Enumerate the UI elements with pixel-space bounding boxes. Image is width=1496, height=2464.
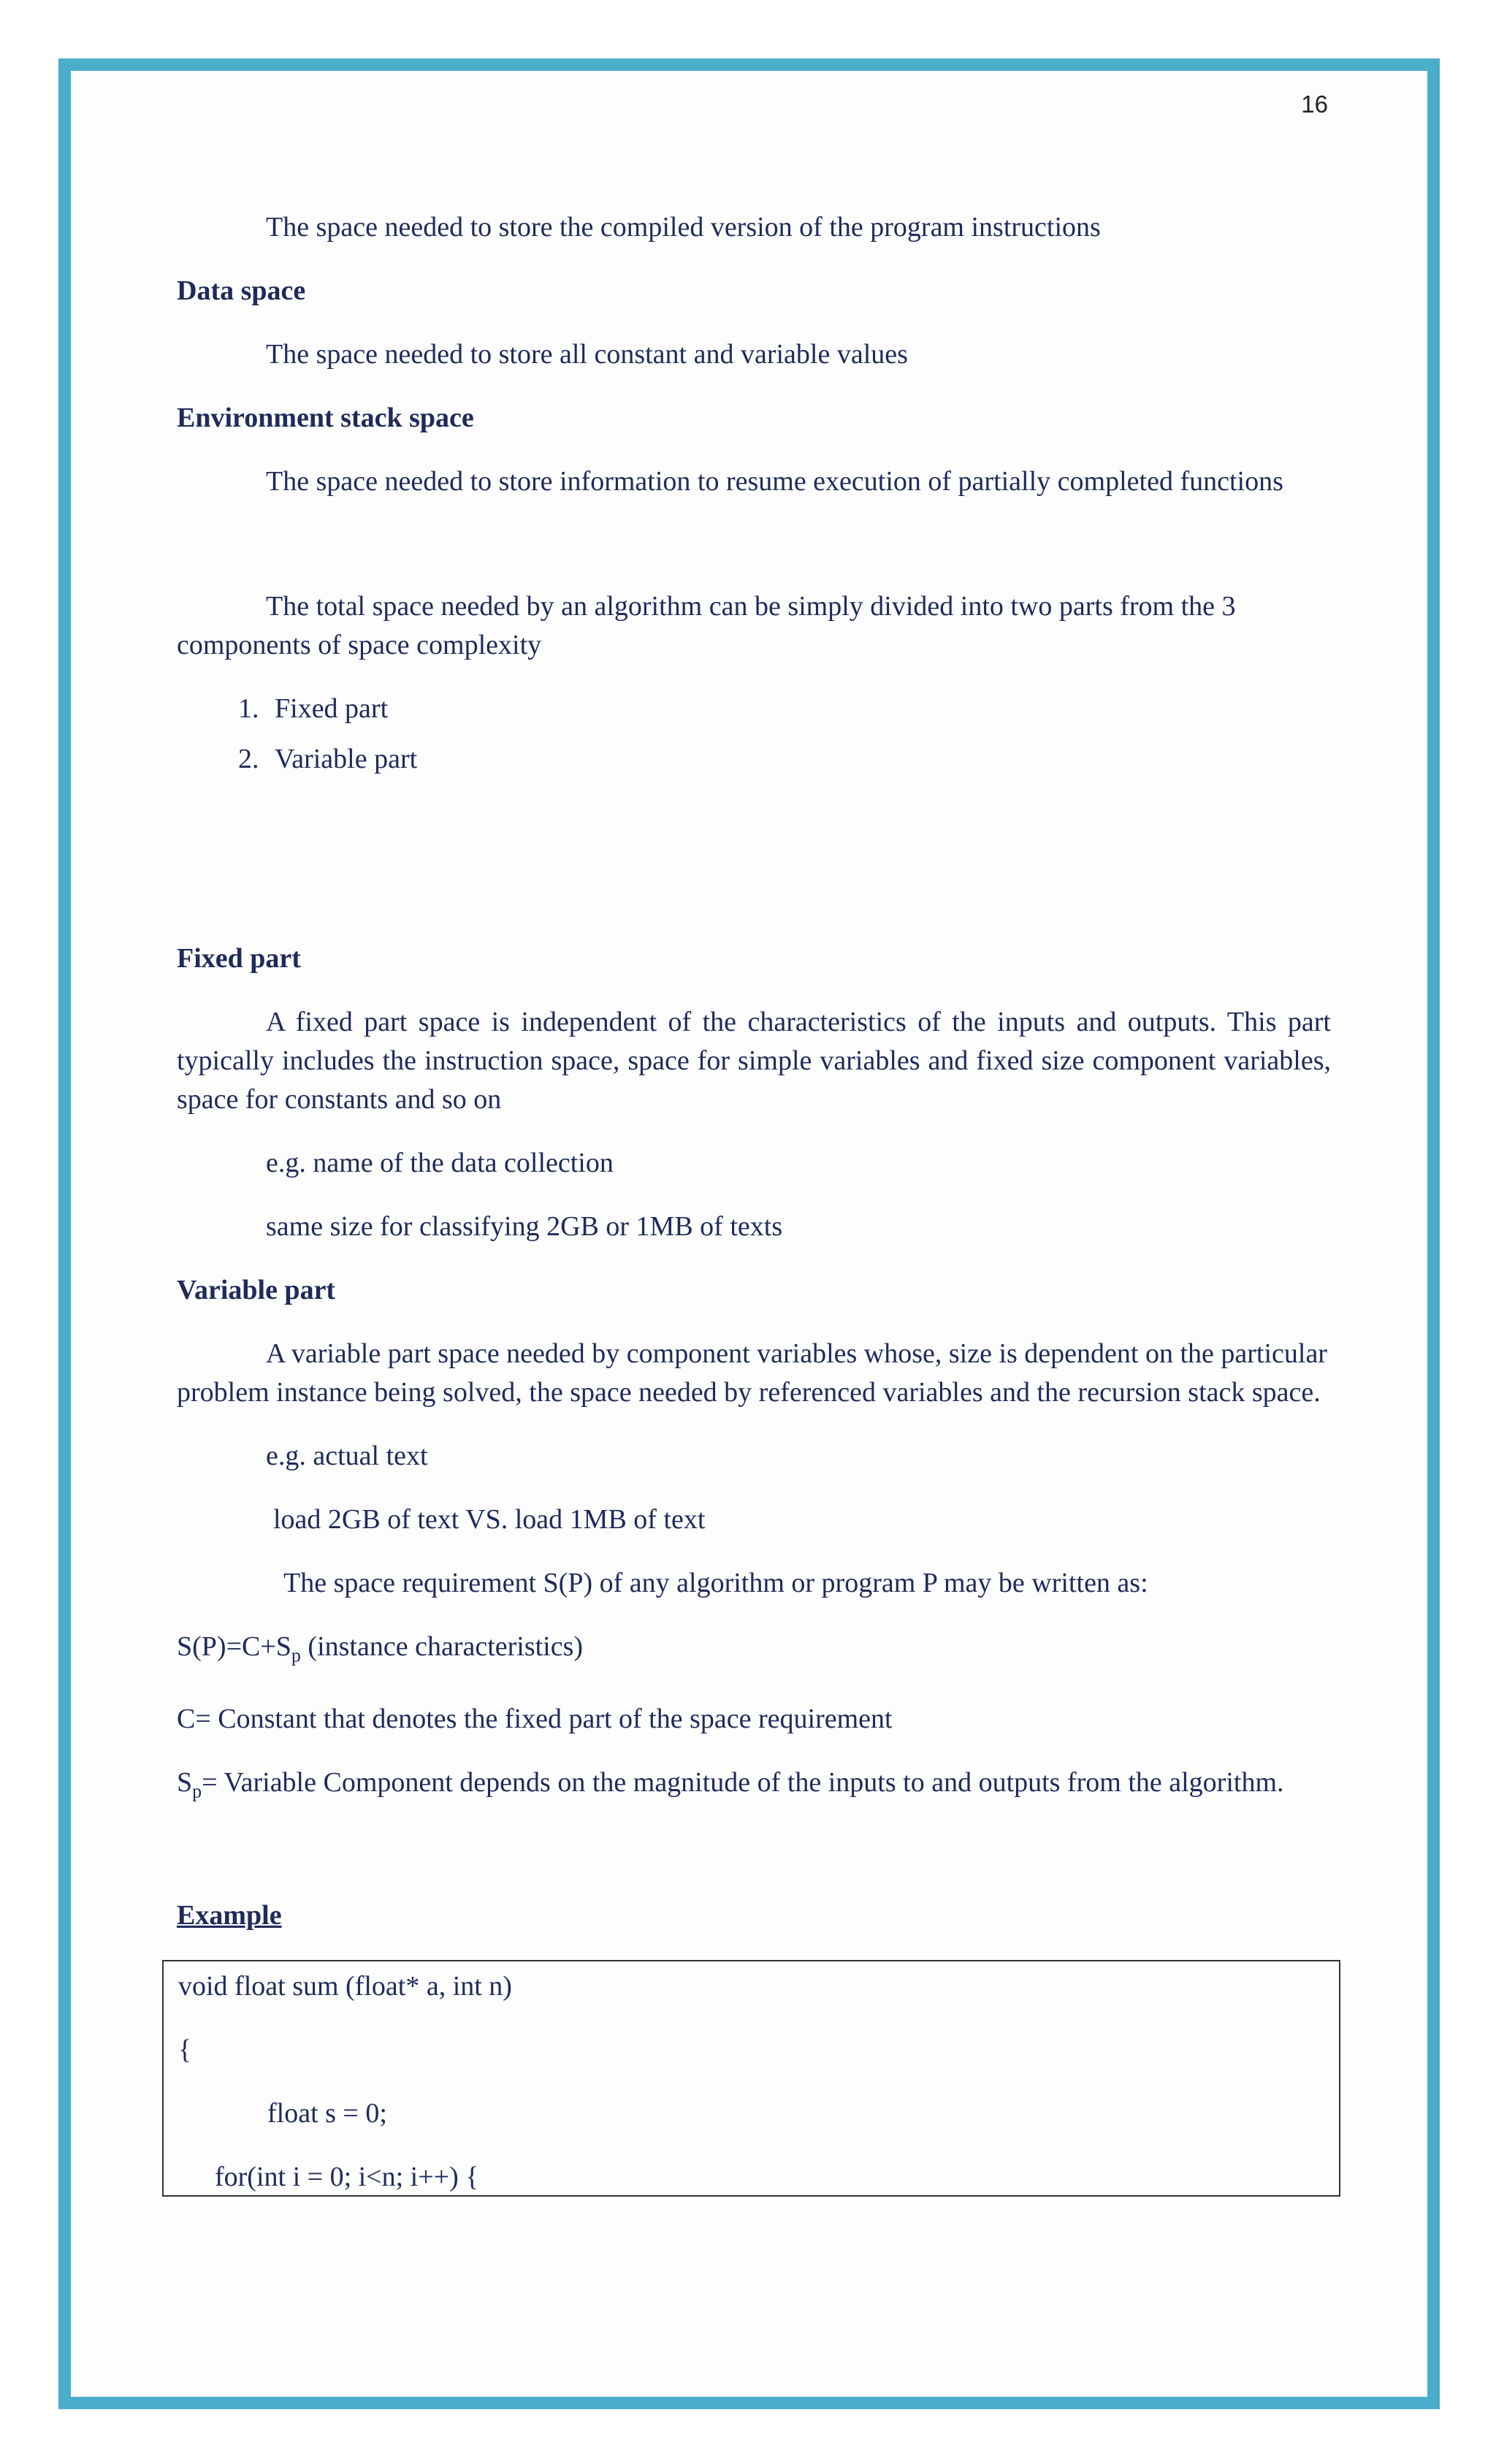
total-space-description: The total space needed by an algorithm can be simply divided into two parts from the 3 components of space complexity [177, 591, 1236, 660]
code-line: for(int i = 0; i<n; i++) { [215, 2162, 479, 2193]
variable-part-heading: Variable part [177, 1275, 336, 1305]
fixed-part-heading: Fixed part [177, 943, 301, 974]
code-example-box [162, 1960, 1340, 2197]
data-space-heading: Data space [177, 275, 306, 306]
variable-part-example-1: e.g. actual text [266, 1441, 428, 1471]
code-line: void float sum (float* a, int n) [178, 1971, 512, 2002]
fixed-part-example-2: same size for classifying 2GB or 1MB of texts [266, 1211, 783, 1242]
list-item: 1. Fixed part [266, 690, 1331, 728]
variable-part-example-2: load 2GB of text VS. load 1MB of text [273, 1504, 706, 1535]
code-line: { [178, 2034, 192, 2066]
space-requirement-intro: The space requirement S(P) of any algorithm or program P may be written as: [283, 1568, 1148, 1598]
data-space-description: The space needed to store all constant and variable values [266, 339, 908, 370]
fixed-part-example-1: e.g. name of the data collection [266, 1148, 614, 1178]
environment-stack-heading: Environment stack space [177, 403, 474, 433]
example-heading: Example [177, 1900, 282, 1931]
space-formula: $S(P)=C+S_p$ (instance characteristics) [177, 1631, 584, 1666]
code-line: float s = 0; [267, 2098, 387, 2129]
document-body [177, 208, 1331, 2197]
variable-component-definition: $S_p=$ Variable Component depends on the magnitude of the inputs to and outputs from the algorithm. [177, 1766, 1284, 1802]
environment-stack-description: The space needed to store information to resume execution of partially completed functions [266, 466, 1283, 497]
variable-part-description: A variable part space needed by component variables whose, size is dependent on the particular problem instance being solved, the space needed by referenced variables and the recursion stack space. [177, 1338, 1327, 1408]
parts-list [177, 690, 1331, 779]
list-item: 2. Variable part [266, 740, 1331, 779]
fixed-part-description: A fixed part space is independent of the characteristics of the inputs and outputs. This part typically includes the instruction space, space for simple variables and fixed size component variables, space for constants and so on [177, 1007, 1331, 1115]
page-number: 16 [1301, 91, 1328, 118]
code-space-description: The space needed to store the compiled version of the program instructions [266, 212, 1101, 243]
constant-definition: C= Constant that denotes the fixed part of the space requirement [177, 1703, 893, 1734]
